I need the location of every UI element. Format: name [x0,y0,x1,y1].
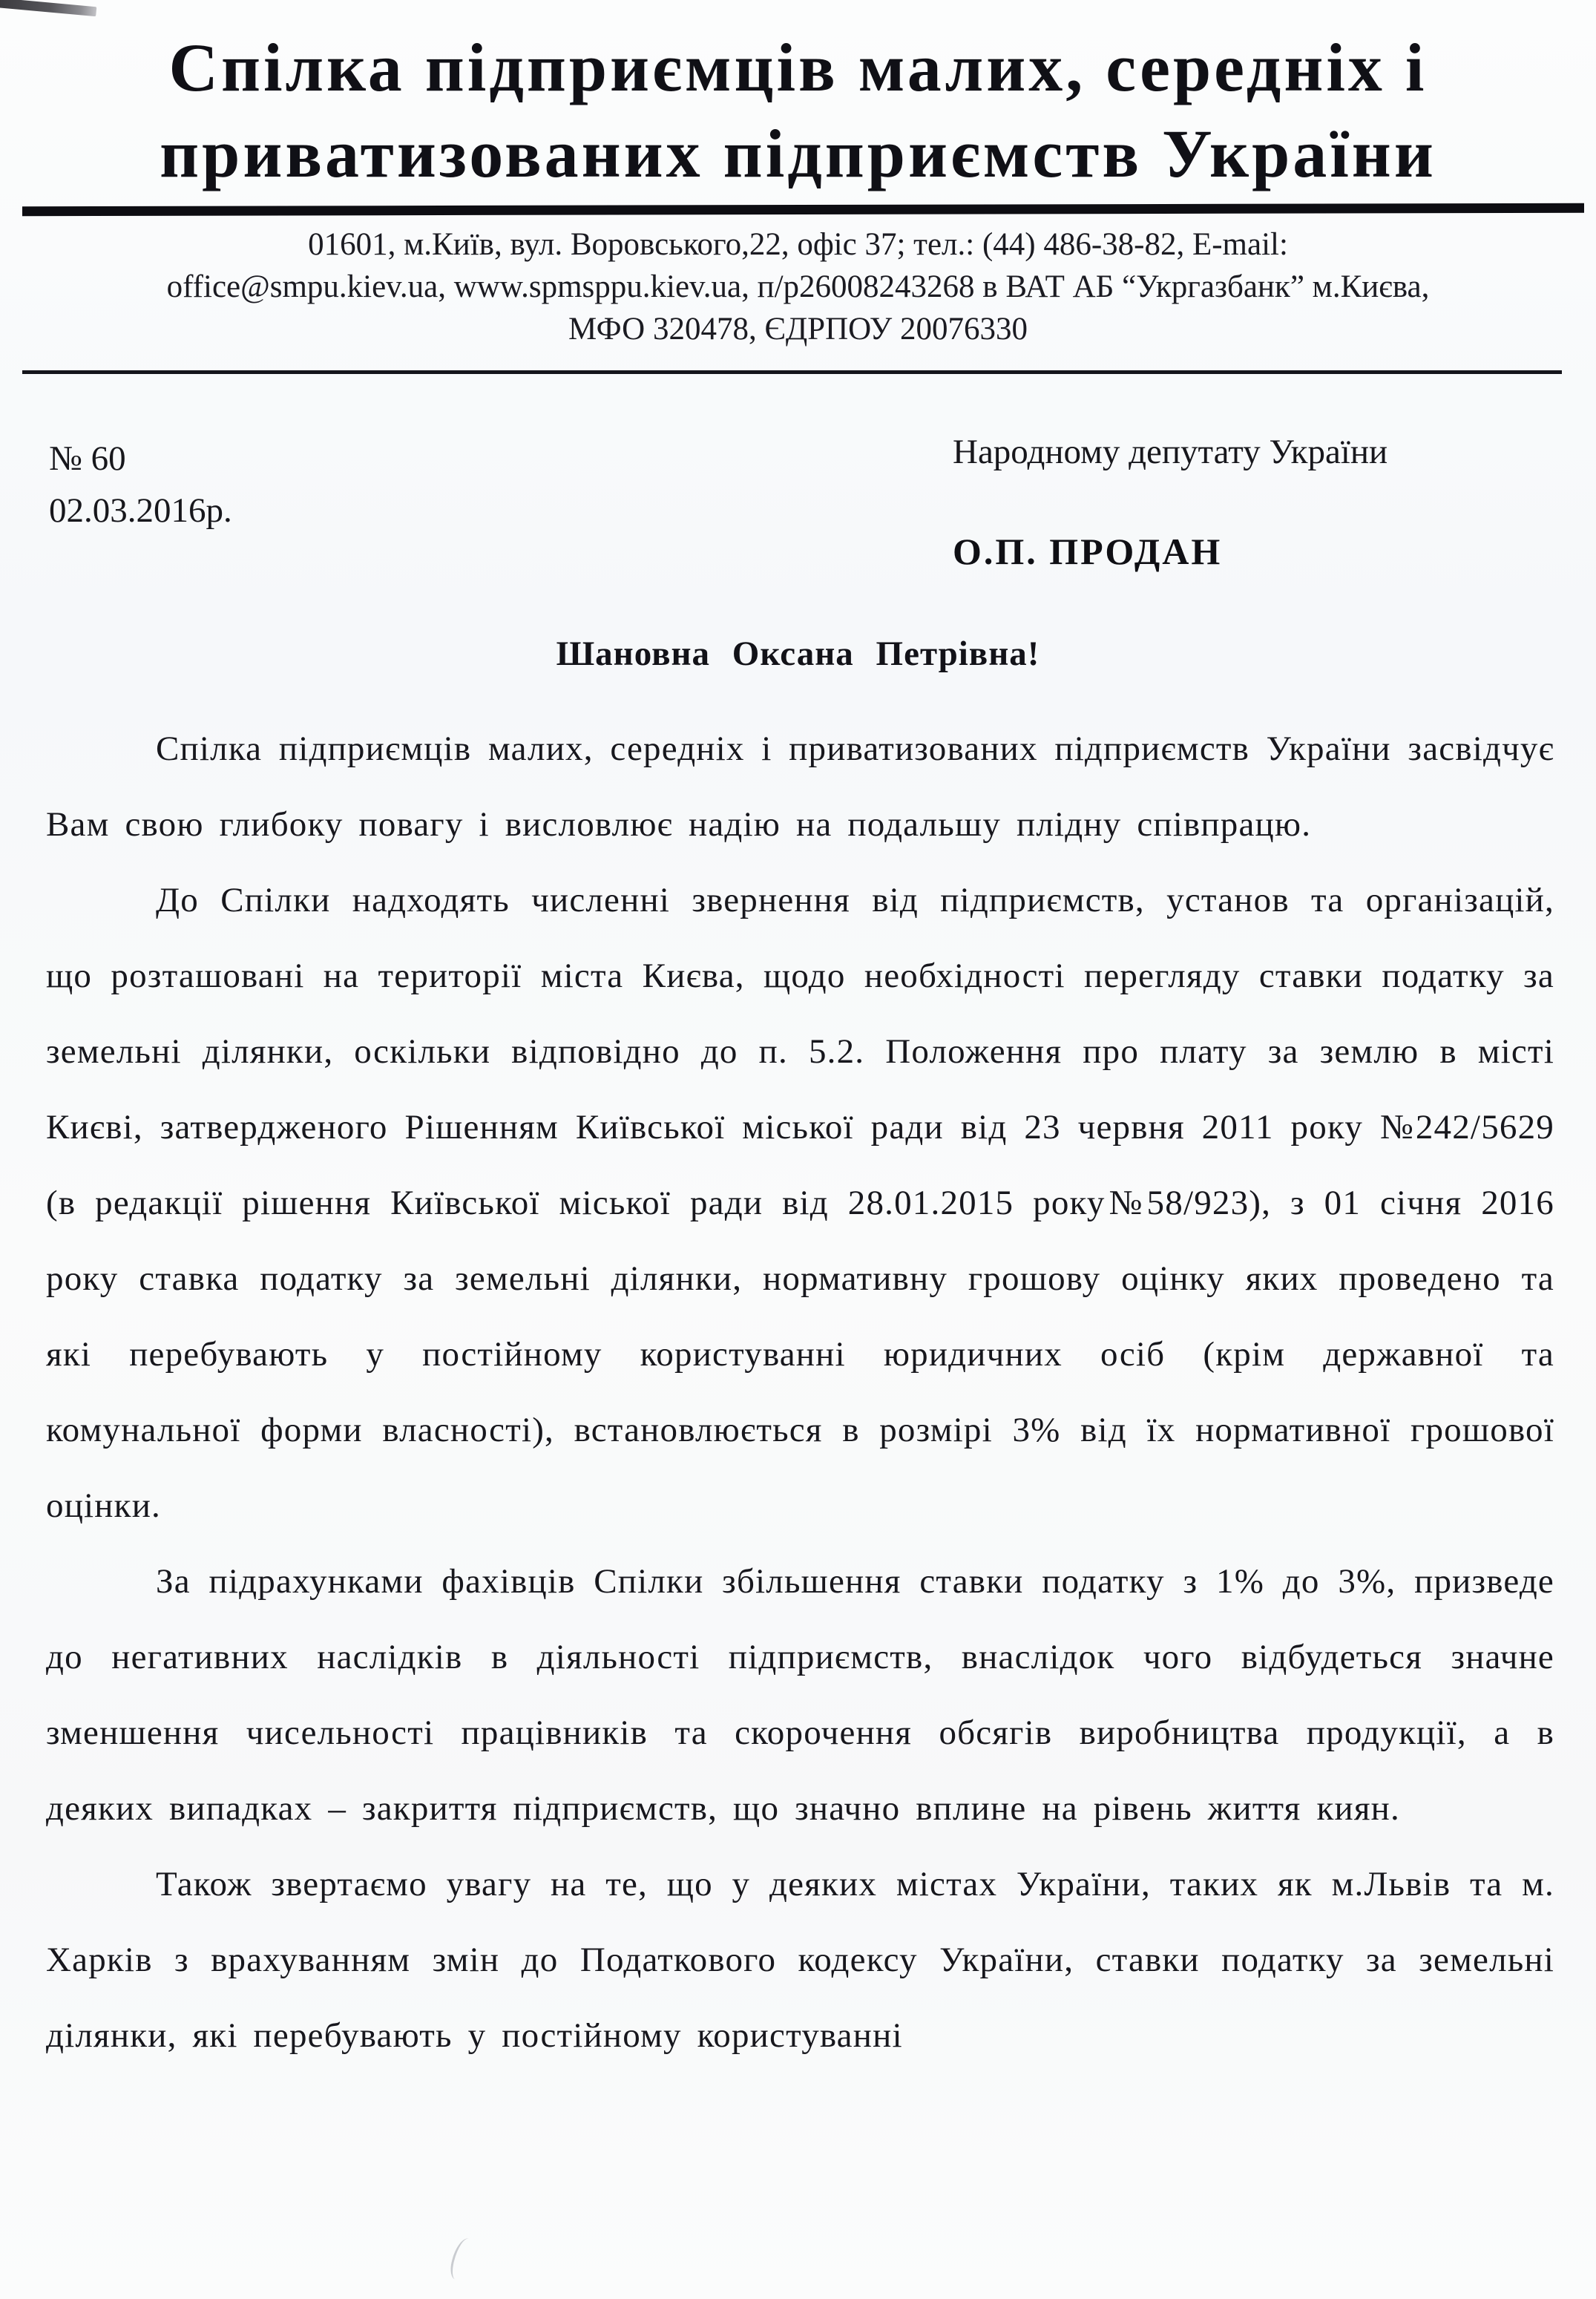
recipient-block [953,433,1388,573]
header-rule-thick [22,203,1584,216]
header-rule-thin [22,370,1562,374]
paragraph-1: Спілка підприємців малих, середніх і приватизованих підприємств України засвідчує Вам свою глибоку повагу і висловлює надію на подальшу плідну співпрацю. [46,729,1554,845]
org-title-line-2: приватизованих підприємств України [160,115,1436,191]
paragraph-2: До Спілки надходять численні звернення від підприємств, установ та організацій, що розташовані на території міста Києва, щодо необхідності перегляду ставки податку за земельні ділянки, оскільки відповідно до п. 5.2. Положення про плату за землю в місті Києві, затвердженого Рішенням Київської міської ради від 23 червня 2011 року №242/5629 (в редакції рішення Київської міської ради від 28.01.2015 року№58/923), з 01 січня 2016 року ставка податку за земельні ділянки, нормативну грошову оцінку яких проведено та які перебувають у постійному користуванні юридичних осіб (крім державної та комунальної форми власності), встановлюється в розмірі 3% від їх нормативної грошової оцінки. [46,881,1554,1526]
letterhead [0,0,1596,374]
paragraph-4: Також звертаємо увагу на те, що у деяких містах України, таких як м.Львів та м. Харків з врахуванням змін до Податкового кодексу України, ставки податку за земельні ділянки, які перебувають у постійному користуванні [46,1865,1554,2056]
salutation: Шановна Оксана Петрівна! [556,634,1040,674]
address-line-1: 01601, м.Київ, вул. Воровського,22, офіс 37; тел.: (44) 486-38-82, E-mail: [308,226,1288,262]
recipient-title: Народному депутату України [953,433,1388,472]
reference-row [49,433,1551,595]
letter-date: 02.03.2016р. [49,491,232,530]
org-address [0,223,1596,351]
recipient-name: О.П. ПРОДАН [953,531,1223,573]
scan-smudge-mark [447,2236,476,2283]
paragraph-3: За підрахунками фахівців Спілки збільшення ставки податку з 1% до 3%, призведе до негативних наслідків в діяльності підприємств, внаслідок чого відбудеться значне зменшення чисельності працівників та скорочення обсягів виробництва продукції, а в деяких випадках – закриття підприємств, що значно вплине на рівень життя киян. [46,1562,1554,1829]
address-line-2: office@smpu.kiev.ua, www.spmsppu.kiev.ua, п/р26008243268 в ВАТ АБ “Укргазбанк” м.Києва, [166,269,1430,304]
address-line-3: МФО 320478, ЄДРПОУ 20076330 [568,312,1028,347]
letter-body [46,711,1554,2073]
org-title [0,0,1596,197]
org-title-line-1: Спілка підприємців малих, середніх і [168,30,1428,105]
letter-number: № 60 [49,439,126,479]
